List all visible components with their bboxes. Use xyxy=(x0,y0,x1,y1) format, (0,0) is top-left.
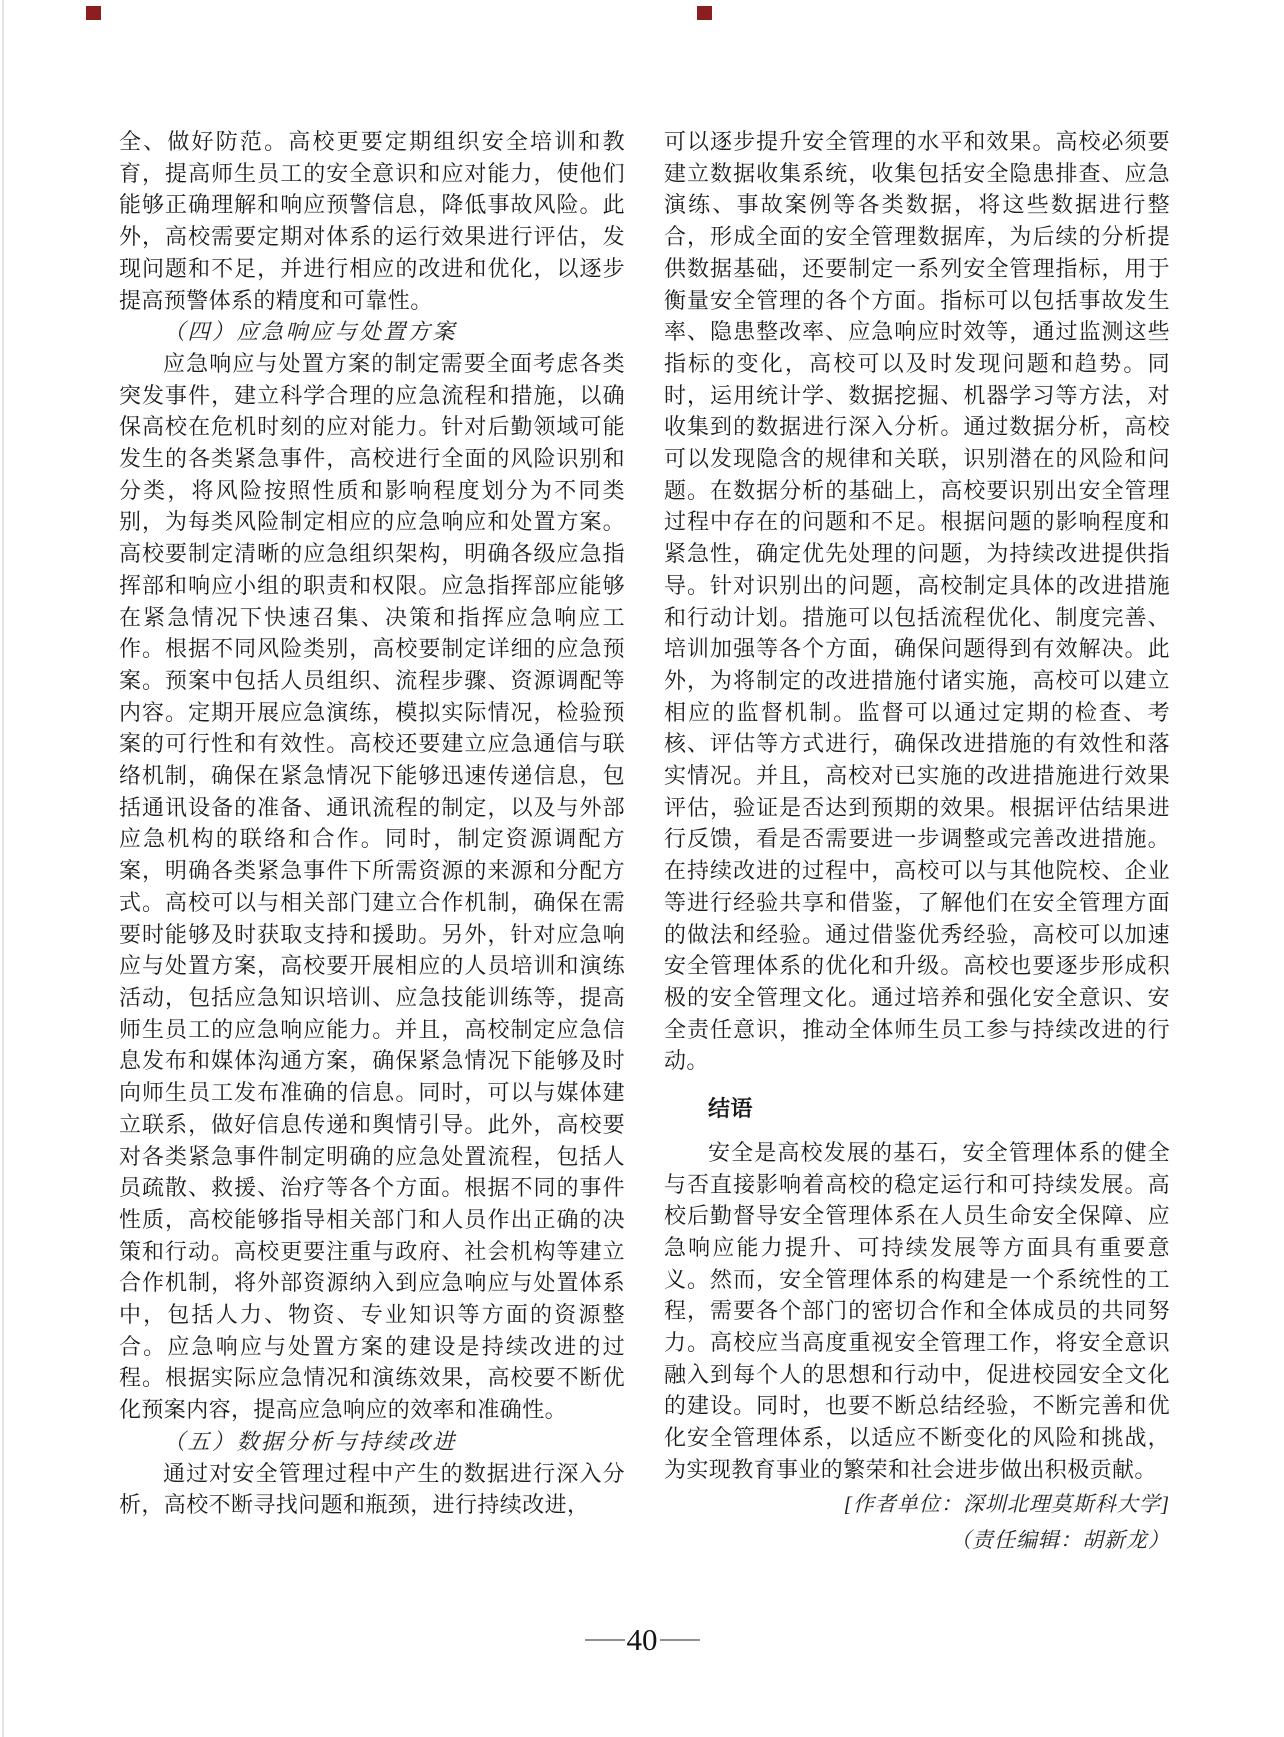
paragraph-data-analysis-continuation: 可以逐步提升安全管理的水平和效果。高校必须要建立数据收集系统，收集包括安全隐患排查、应急演练、事故案例等各类数据，将这些数据进行整合，形成全面的安全管理数据库，为后续的分析提供数据基础，还要制定一系列安全管理指标，用于衡量安全管理的各个方面。指标可以包括事故发生率、隐患整改率、应急响应时效等，通过监测这些指标的变化，高校可以及时发现问题和趋势。同时，运用统计学、数据挖掘、机器学习等方法，对收集到的数据进行深入分析。通过数据分析，高校可以发现隐含的规律和关联，识别潜在的风险和问题。在数据分析的基础上，高校要识别出安全管理过程中存在的问题和不足。根据问题的影响程度和紧急性，确定优先处理的问题，为持续改进提供指导。针对识别出的问题，高校制定具体的改进措施和行动计划。措施可以包括流程优化、制度完善、培训加强等各个方面，确保问题得到有效解决。此外，为将制定的改进措施付诸实施，高校可以建立相应的监督机制。监督可以通过定期的检查、考核、评估等方式进行，确保改进措施的有效性和落实情况。并且，高校对已实施的改进措施进行效果评估，验证是否达到预期的效果。根据评估结果进行反馈，看是否需要进一步调整或完善改进措施。在持续改进的过程中，高校可以与其他院校、企业等进行经验共享和借鉴，了解他们在安全管理方面的做法和经验。通过借鉴优秀经验，高校可以加速安全管理体系的优化和升级。高校也要逐步形成积极的安全管理文化。通过培养和强化安全意识、安全责任意识，推动全体师生员工参与持续改进的行动。 xyxy=(664,129,1170,1074)
red-scan-mark-center xyxy=(697,6,712,20)
scan-edge-line xyxy=(2,0,4,1737)
paragraph-conclusion: 安全是高校发展的基石，安全管理体系的健全与否直接影响着高校的稳定运行和可持续发展。高校后勤督导安全管理体系在人员生命安全保障、应急响应能力提升、可持续发展等方面具有重要意义。然而，安全管理体系的构建是一个系统性的工程，需要各个部门的密切合作和全体成员的共同努力。高校应当高度重视安全管理工作，将安全意识融入到每个人的思想和行动中，促进校园安全文化的建设。同时，也要不断总结经验，不断完善和优化安全管理体系，以适应不断变化的风险和挑战，为实现教育事业的繁荣和社会进步做出积极贡献。 xyxy=(664,1139,1170,1482)
page-number: 40 xyxy=(626,1622,658,1657)
responsible-editor: （责任编辑：胡新龙） xyxy=(950,1527,1170,1552)
section-heading-four: （四）应急响应与处置方案 xyxy=(163,319,458,345)
footer-left-dash xyxy=(585,1639,625,1641)
page-footer xyxy=(0,1624,1284,1655)
footer-right-dash xyxy=(660,1639,700,1641)
left-column xyxy=(119,126,625,1521)
section-heading-five: （五）数据分析与持续改进 xyxy=(163,1428,458,1454)
paragraph-continuation: 全、做好防范。高校更要定期组织安全培训和教育，提高师生员工的安全意识和应对能力，使他们能够正确理解和响应预警信息，降低事故风险。此外，高校需要定期对体系的运行效果进行评估，发现问题和不足，并进行相应的改进和优化，以逐步提高预警体系的精度和可靠性。 xyxy=(119,129,625,313)
author-affiliation: [作者单位：深圳北理莫斯科大学] xyxy=(843,1491,1170,1516)
conclusion-heading: 结语 xyxy=(708,1096,754,1122)
red-scan-mark-left xyxy=(86,6,101,20)
right-column xyxy=(664,126,1170,1558)
paragraph-data-analysis-start: 通过对安全管理过程中产生的数据进行深入分析，高校不断寻找问题和瓶颈，进行持续改进， xyxy=(119,1460,625,1518)
paragraph-emergency-response: 应急响应与处置方案的制定需要全面考虑各类突发事件，建立科学合理的应急流程和措施，以确保高校在危机时刻的应对能力。针对后勤领域可能发生的各类紧急事件，高校进行全面的风险识别和分类，将风险按照性质和影响程度划分为不同类别，为每类风险制定相应的应急响应和处置方案。高校要制定清晰的应急组织架构，明确各级应急指挥部和响应小组的职责和权限。应急指挥部应能够在紧急情况下快速召集、决策和指挥应急响应工作。根据不同风险类别，高校要制定详细的应急预案。预案中包括人员组织、流程步骤、资源调配等内容。定期开展应急演练，模拟实际情况，检验预案的可行性和有效性。高校还要建立应急通信与联络机制，确保在紧急情况下能够迅速传递信息，包括通讯设备的准备、通讯流程的制定，以及与外部应急机构的联络和合作。同时，制定资源调配方案，明确各类紧急事件下所需资源的来源和分配方式。高校可以与相关部门建立合作机制，确保在需要时能够及时获取支持和援助。另外，针对应急响应与处置方案，高校要开展相应的人员培训和演练活动，包括应急知识培训、应急技能训练等，提高师生员工的应急响应能力。并且，高校制定应急信息发布和媒体沟通方案，确保紧急情况下能够及时向师生员工发布准确的信息。同时，可以与媒体建立联系，做好信息传递和舆情引导。此外，高校要对各类紧急事件制定明确的应急处置流程，包括人员疏散、救援、治疗等各个方面。根据不同的事件性质，高校能够指导相关部门和人员作出正确的决策和行动。高校更要注重与政府、社会机构等建立合作机制，将外部资源纳入到应急响应与处置体系中，包括人力、物资、专业知识等方面的资源整合。应急响应与处置方案的建设是持续改进的过程。根据实际应急情况和演练效果，高校要不断优化预案内容，提高应急响应的效率和准确性。 xyxy=(119,350,625,1423)
